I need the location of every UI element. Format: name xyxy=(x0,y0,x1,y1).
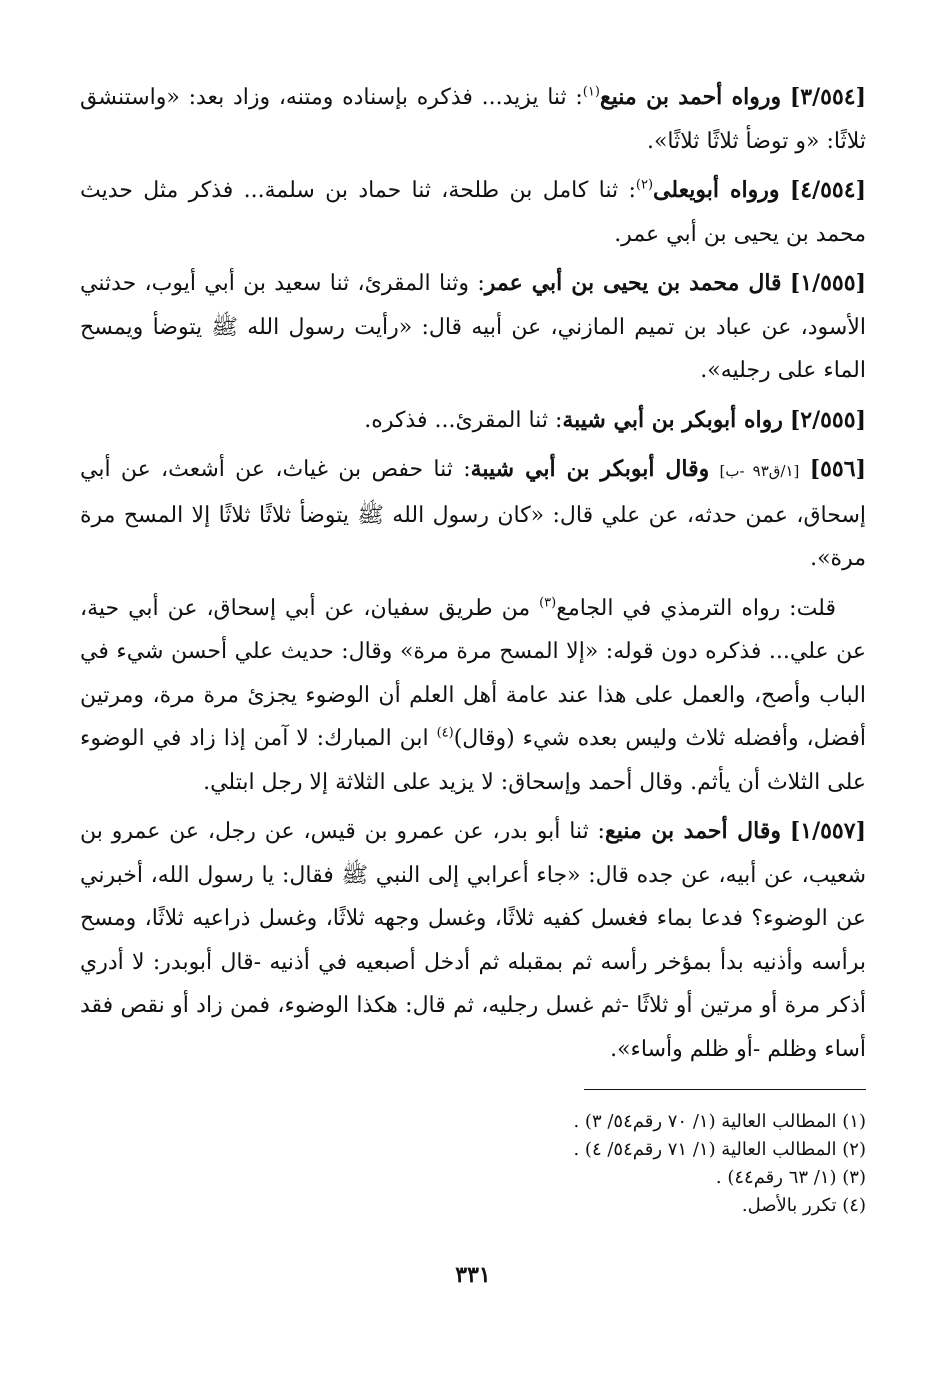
narrator-lead: قال محمد بن يحيى بن أبي عمر xyxy=(484,270,782,296)
hadith-reference: [٢/٥٥٥] xyxy=(789,406,866,433)
paragraph-556 xyxy=(80,448,866,581)
paragraph-554-4 xyxy=(80,169,866,256)
footnote-marker: (٢) xyxy=(635,177,654,193)
paragraph-555-1 xyxy=(80,262,866,393)
narrator-lead: ورواه أبويعلى xyxy=(653,177,780,203)
commentary-part: من طريق سفيان، عن أبي إسحاق، عن أبي حية، عن علي... فذكره دون قوله: «إلا المسح مرة مرة» وقال: حديث علي أحسن شيء في الباب وأصح، والعمل على هذا عند عامة أهل العلم أن الوضوء يجزئ مرة مرة، ومرتين أفضل، وأفضله ثلاث وليس بعده شيء (وقال) xyxy=(80,595,866,751)
hadith-reference: [٤/٥٥٤] xyxy=(789,177,866,203)
hadith-reference: [١/٥٥٥] xyxy=(789,270,866,296)
paragraph-557-1 xyxy=(80,810,866,1071)
commentary-paragraph xyxy=(80,587,866,805)
hadith-reference: [٣/٥٥٤] xyxy=(789,84,867,110)
narrator-lead: وقال أحمد بن منيع xyxy=(604,818,781,844)
paragraph-body: : وثنا المقرئ، ثنا سعيد بن أبي أيوب، حدثني الأسود، عن عباد بن تميم المازني، عن أبيه قال: «رأيت رسول الله ﷺ يتوضأ ويمسح الماء على رجليه». xyxy=(80,271,866,383)
commentary-part: ابن المبارك: لا آمن إذا زاد في الوضوء على الثلاث أن يأثم. وقال أحمد وإسحاق: لا يزيد على الثلاثة إلا رجل ابتلي. xyxy=(80,726,866,795)
footnote-item: (٤) تكرر بالأصل. xyxy=(741,1195,866,1216)
footnote-divider xyxy=(584,1089,866,1090)
manuscript-folio-note: [١/ق٩٣ -ب] xyxy=(719,462,800,480)
commentary-part: قلت: رواه الترمذي في الجامع xyxy=(556,595,836,621)
footnote-item: (١) المطالب العالية (١/ ٧٠ رقم٥٤/ ٣) . xyxy=(573,1111,866,1132)
hadith-reference: [١/٥٥٧] xyxy=(789,818,866,844)
hadith-reference: [٥٥٦] xyxy=(809,456,866,482)
footnote-marker: (٣) xyxy=(539,595,557,611)
narrator-lead: ورواه أحمد بن منيع xyxy=(599,84,782,110)
footnote-marker: (٤) xyxy=(436,725,454,741)
footnote-marker: (١) xyxy=(582,84,600,100)
page-number: ٣٣١ xyxy=(455,1262,491,1288)
main-text xyxy=(80,76,866,1071)
narrator-lead: وقال أبوبكر بن أبي شيبة xyxy=(470,456,710,482)
paragraph-body: : ثنا كامل بن طلحة، ثنا حماد بن سلمة... فذكر مثل حديث محمد بن يحيى بن أبي عمر. xyxy=(80,178,866,247)
narrator-lead: رواه أبوبكر بن أبي شيبة xyxy=(562,406,783,433)
paragraph-body: : ثنا حفص بن غياث، عن أشعث، عن أبي إسحاق، عمن حدثه، عن علي قال: «كان رسول الله ﷺ يتوضأ ثلاثًا ثلاثًا إلا المسح مرة مرة». xyxy=(80,457,866,571)
paragraph-555-2 xyxy=(80,399,866,443)
paragraph-body: : ثنا أبو بدر، عن عمرو بن قيس، عن رجل، عن عمرو بن شعيب، عن أبيه، عن جده قال: «جاء أعرابي إلى النبي ﷺ فقال: يا رسول الله، أخبرني عن الوضوء؟ فدعا بماء فغسل كفيه ثلاثًا، وغسل وجهه ثلاثًا، وغسل ذراعيه ثلاثًا، ومسح برأسه وأذنيه بدأ بمؤخر رأسه ثم بمقبله ثم أدخل أصبعيه في أذنيه -قال أبوبدر: لا أدري أذكر مرة أو مرتين أو ثلاثًا -ثم غسل رجليه، ثم قال: هكذا الوضوء، فمن زاد أو نقص فقد أساء وظلم -أو ظلم وأساء». xyxy=(80,819,866,1062)
footnotes xyxy=(80,1108,866,1220)
footnote-item: (٣) (١/ ٦٣ رقم٤٤) . xyxy=(715,1167,866,1188)
paragraph-554-3 xyxy=(80,76,866,163)
paragraph-body: : ثنا المقرئ... فذكره. xyxy=(364,407,563,433)
footnote-item: (٢) المطالب العالية (١/ ٧١ رقم٥٤/ ٤) . xyxy=(573,1139,866,1160)
paragraph-body: : ثنا يزيد... فذكره بإسناده ومتنه، وزاد بعد: «واستنشق ثلاثًا: «و توضأ ثلاثًا ثلاثًا». xyxy=(80,85,866,154)
